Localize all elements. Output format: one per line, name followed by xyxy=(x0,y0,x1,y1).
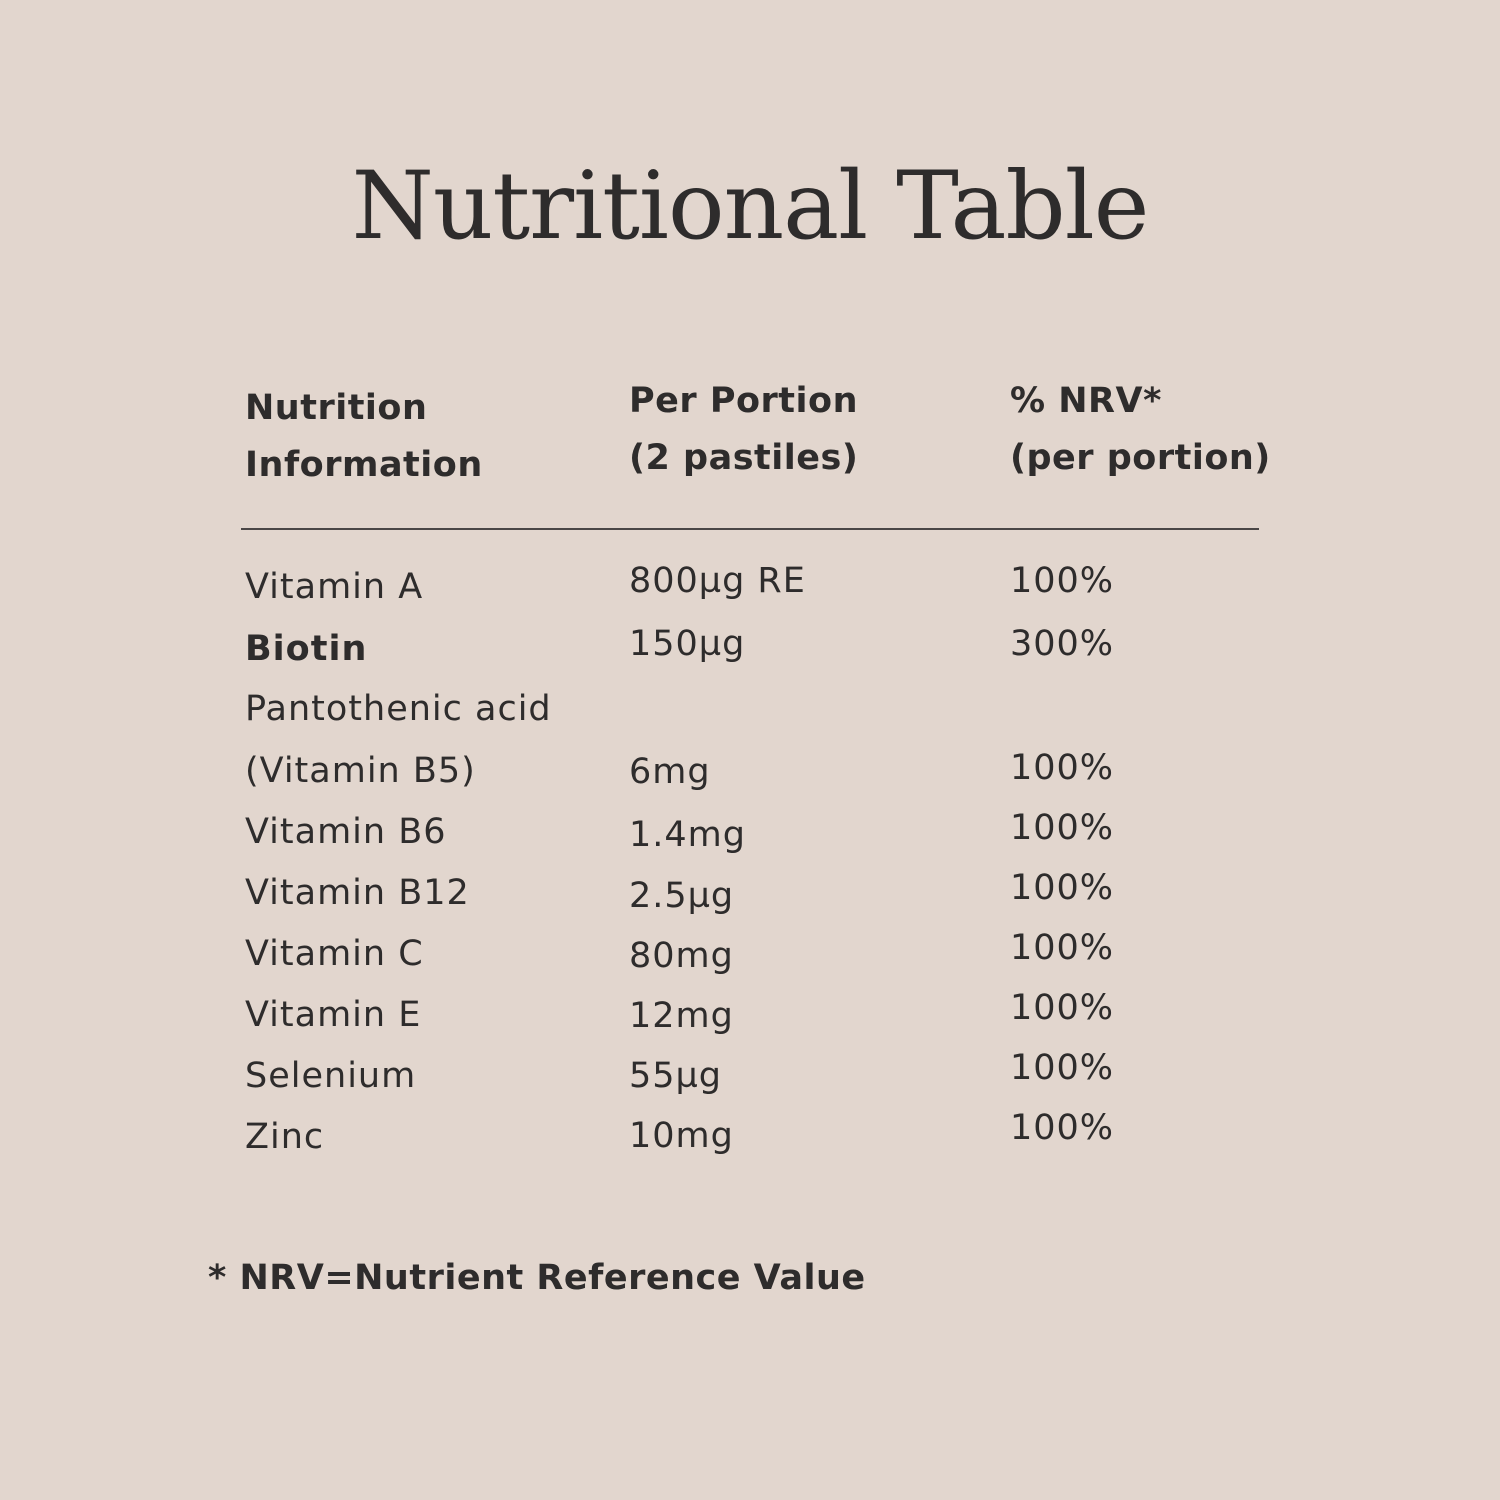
row-amount: 1.4mg xyxy=(629,815,746,855)
header-divider xyxy=(241,528,1259,530)
header-per-portion-line2: (2 pastiles) xyxy=(629,438,859,478)
row-name: (Vitamin B5) xyxy=(245,751,476,791)
row-amount: 10mg xyxy=(629,1116,734,1156)
row-name: Selenium xyxy=(245,1056,417,1096)
row-name: Vitamin E xyxy=(245,995,422,1035)
header-per-portion xyxy=(629,373,858,487)
header-nrv xyxy=(1010,373,1271,487)
row-amount: 2.5µg xyxy=(629,876,735,916)
row-amount: 55µg xyxy=(629,1056,723,1096)
header-nutrition-line1: Nutrition xyxy=(245,388,428,428)
header-nutrition-information xyxy=(245,380,483,494)
row-amount: 12mg xyxy=(629,996,734,1036)
row-amount: 6mg xyxy=(629,752,711,792)
row-nrv: 100% xyxy=(1010,928,1115,968)
row-nrv: 100% xyxy=(1010,868,1115,908)
row-nrv: 100% xyxy=(1010,1048,1115,1088)
row-name: Vitamin C xyxy=(245,934,424,974)
row-nrv: 100% xyxy=(1010,1108,1115,1148)
row-nrv: 100% xyxy=(1010,748,1115,788)
page-title: Nutritional Table xyxy=(351,152,1149,261)
row-name: Biotin xyxy=(245,629,368,669)
row-name: Vitamin A xyxy=(245,567,424,607)
row-name: Pantothenic acid xyxy=(245,689,552,729)
header-nrv-line2: (per portion) xyxy=(1010,438,1271,478)
row-nrv: 100% xyxy=(1010,988,1115,1028)
row-nrv: 100% xyxy=(1010,808,1115,848)
header-per-portion-line1: Per Portion xyxy=(629,381,858,421)
header-nutrition-line2: Information xyxy=(245,445,483,485)
row-amount: 80mg xyxy=(629,936,734,976)
row-name: Vitamin B6 xyxy=(245,812,447,852)
row-amount: 150µg xyxy=(629,624,746,664)
row-nrv: 100% xyxy=(1010,561,1115,601)
row-nrv: 300% xyxy=(1010,624,1115,664)
header-nrv-line1: % NRV* xyxy=(1010,381,1162,421)
row-name: Zinc xyxy=(245,1117,325,1157)
row-amount: 800µg RE xyxy=(629,561,806,601)
footnote: * NRV=Nutrient Reference Value xyxy=(208,1258,866,1298)
row-name: Vitamin B12 xyxy=(245,873,470,913)
